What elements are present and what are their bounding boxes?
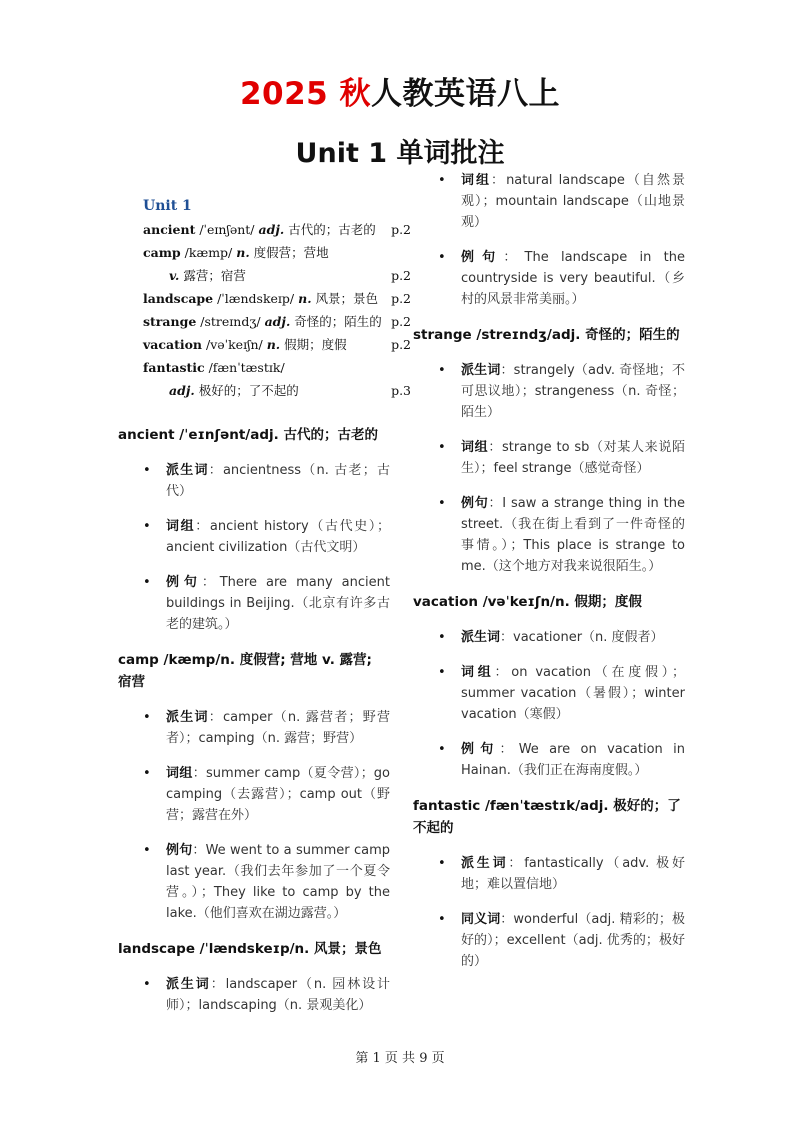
textbook-word-list bbox=[143, 198, 411, 402]
book-row-text bbox=[143, 241, 329, 264]
book-row bbox=[143, 287, 411, 310]
item-text: ：strange to sb（对某人来说陌生）；feel strange（感觉奇怪） bbox=[461, 440, 685, 476]
book-meaning: 奇怪的；陌生的 bbox=[290, 314, 382, 329]
item-text: ：on vacation（在度假）；summer vacation（暑假）；winter vacation（寒假） bbox=[461, 665, 685, 722]
book-pos: adj. bbox=[258, 222, 285, 237]
entry-list bbox=[413, 360, 685, 577]
book-pos: adj. bbox=[264, 314, 291, 329]
item-label: 派生词 bbox=[461, 856, 509, 871]
entry-heading: fantastic /fænˈtæstɪk/adj. 极好的；了不起的 bbox=[413, 798, 681, 836]
book-page-ref: p.2 bbox=[391, 268, 411, 283]
book-phonetic: /vəˈkeɪʃn/ bbox=[202, 337, 267, 352]
left-entries bbox=[118, 424, 390, 1016]
item-text: ：summer camp（夏令营）；go camping（去露营）；camp out（野营；露营在外） bbox=[166, 766, 390, 823]
item-label: 派生词 bbox=[166, 977, 211, 992]
item-label: 词组 bbox=[461, 440, 489, 455]
entry-item bbox=[118, 707, 390, 749]
entry-item bbox=[413, 909, 685, 972]
item-text: ：ancientness（n. 古老；古代） bbox=[166, 463, 390, 499]
entry-item bbox=[118, 572, 390, 635]
book-row bbox=[143, 218, 411, 241]
entry-item bbox=[118, 460, 390, 502]
item-text: ：We went to a summer camp last year.（我们去年参加了一个夏令营。）；They like to camp by the lake.（他们喜欢在湖边露营。） bbox=[166, 843, 390, 921]
book-page-ref: p.2 bbox=[391, 337, 411, 352]
item-label: 派生词 bbox=[166, 710, 209, 725]
item-text: ：There are many ancient buildings in Beijing.（北京有许多古老的建筑。） bbox=[166, 575, 390, 632]
entry-list bbox=[413, 170, 685, 310]
book-pos: adj. bbox=[169, 383, 195, 398]
book-word: landscape bbox=[143, 291, 214, 306]
entry-heading: landscape /ˈlændskeɪp/n. 风景；景色 bbox=[118, 941, 382, 957]
item-text: ：We are on vacation in Hainan.（我们正在海南度假。） bbox=[461, 742, 685, 778]
book-pos: n. bbox=[266, 337, 281, 352]
book-row-text bbox=[169, 264, 246, 287]
book-row bbox=[143, 356, 411, 379]
page-footer: 第 1 页 共 9 页 bbox=[355, 1051, 445, 1066]
book-meaning: 极好的；了不起的 bbox=[194, 383, 299, 398]
book-row bbox=[143, 241, 411, 264]
book-row bbox=[143, 310, 411, 333]
book-meaning: 露营；宿营 bbox=[179, 268, 246, 283]
entry-heading: strange /streɪndʒ/adj. 奇怪的；陌生的 bbox=[413, 327, 680, 343]
item-label: 词组 bbox=[461, 665, 495, 680]
item-text: ：The landscape in the countryside is very beautiful.（乡村的风景非常美丽。） bbox=[461, 250, 685, 307]
item-text: ：fantastically（adv. 极好地；难以置信地） bbox=[461, 856, 685, 892]
book-phonetic: /kæmp/ bbox=[180, 245, 237, 260]
book-page-ref: p.2 bbox=[391, 314, 411, 329]
book-phonetic: /ˈeɪnʃənt/ bbox=[195, 222, 259, 237]
item-text: ：I saw a strange thing in the street.（我在街上看到了一件奇怪的事情。）；This place is strange to me.（这个地方对我来说很陌生。） bbox=[461, 496, 685, 574]
title-text: 人教英语八上 bbox=[371, 76, 561, 112]
entry-heading: camp /kæmp/n. 度假营; 营地 v. 露营; 宿营 bbox=[118, 652, 372, 690]
entry-item bbox=[118, 974, 390, 1016]
item-text: ：natural landscape（自然景观）；mountain landscape（山地景观） bbox=[461, 173, 685, 230]
item-text: ：camper（n. 露营者；野营者）；camping（n. 露营；野营） bbox=[166, 710, 390, 746]
book-word: camp bbox=[143, 245, 181, 260]
book-page-ref: p.3 bbox=[391, 383, 411, 398]
book-row bbox=[143, 264, 411, 287]
entry-item bbox=[413, 493, 685, 577]
entry-item bbox=[413, 437, 685, 479]
book-word: vacation bbox=[143, 337, 203, 352]
book-row bbox=[143, 379, 411, 402]
book-pos: n. bbox=[298, 291, 312, 306]
entry-item bbox=[118, 840, 390, 924]
item-label: 派生词 bbox=[461, 630, 501, 645]
left-column bbox=[118, 198, 411, 1030]
item-label: 例句 bbox=[166, 843, 193, 858]
item-label: 例句 bbox=[461, 250, 504, 265]
book-meaning: 度假营；营地 bbox=[249, 245, 329, 260]
item-label: 派生词 bbox=[166, 463, 209, 478]
book-row bbox=[143, 333, 411, 356]
book-row-text bbox=[143, 287, 378, 310]
item-text: ：wonderful（adj. 精彩的；极好的）；excellent（adj. 优秀的；极好的） bbox=[461, 912, 685, 969]
item-text: ：ancient history（古代史）；ancient civilization（古代文明） bbox=[166, 519, 390, 555]
entry-item bbox=[413, 247, 685, 310]
page-subtitle: Unit 1 单词批注 bbox=[295, 138, 505, 169]
book-row-text bbox=[143, 356, 285, 379]
entry-item bbox=[118, 763, 390, 826]
entry-heading: ancient /ˈeɪnʃənt/adj. 古代的；古老的 bbox=[118, 427, 378, 443]
item-label: 词组 bbox=[461, 173, 492, 188]
book-row-text bbox=[143, 333, 347, 356]
book-phonetic: /fænˈtæstɪk/ bbox=[204, 360, 285, 375]
title-year: 2025 秋 bbox=[239, 76, 372, 112]
entry-item bbox=[413, 360, 685, 423]
entry-list bbox=[118, 974, 390, 1016]
right-column bbox=[413, 170, 685, 986]
item-label: 例句 bbox=[166, 575, 202, 590]
entry-item bbox=[413, 662, 685, 725]
item-label: 例句 bbox=[461, 496, 489, 511]
entry-item bbox=[413, 853, 685, 895]
book-meaning: 假期；度假 bbox=[280, 337, 347, 352]
entry-list bbox=[118, 707, 390, 924]
book-unit-label: Unit 1 bbox=[143, 198, 192, 214]
book-phonetic: /streɪndʒ/ bbox=[196, 314, 265, 329]
book-meaning: 古代的；古老的 bbox=[284, 222, 376, 237]
item-label: 例句 bbox=[461, 742, 500, 757]
entry-item bbox=[413, 739, 685, 781]
item-text: ：vacationer（n. 度假者） bbox=[500, 630, 664, 645]
book-word: strange bbox=[143, 314, 197, 329]
item-text: ：landscaper（n. 园林设计师）；landscaping（n. 景观美化） bbox=[166, 977, 390, 1013]
entry-item bbox=[413, 170, 685, 233]
entry-list bbox=[413, 627, 685, 781]
book-word: ancient bbox=[143, 222, 196, 237]
item-label: 派生词 bbox=[461, 363, 501, 378]
book-row-text bbox=[169, 379, 299, 402]
entry-heading: vacation /vəˈkeɪʃn/n. 假期；度假 bbox=[413, 594, 642, 610]
book-row-text bbox=[143, 218, 376, 241]
item-label: 词组 bbox=[166, 766, 193, 781]
entry-list bbox=[413, 853, 685, 972]
book-phonetic: /ˈlændskeɪp/ bbox=[213, 291, 299, 306]
book-pos: v. bbox=[169, 268, 180, 283]
book-page-ref: p.2 bbox=[391, 291, 411, 306]
entry-item bbox=[118, 516, 390, 558]
book-word: fantastic bbox=[143, 360, 205, 375]
book-meaning: 风景；景色 bbox=[311, 291, 379, 306]
entry-list bbox=[118, 460, 390, 635]
book-pos: n. bbox=[236, 245, 250, 260]
item-label: 同义词 bbox=[461, 912, 501, 927]
page-title bbox=[0, 68, 800, 113]
entry-item bbox=[413, 627, 685, 648]
item-label: 词组 bbox=[166, 519, 196, 534]
item-text: ：strangely（adv. 奇怪地；不可思议地）；strangeness（n. 奇怪；陌生） bbox=[461, 363, 685, 420]
book-row-text bbox=[143, 310, 382, 333]
book-page-ref: p.2 bbox=[391, 222, 411, 237]
